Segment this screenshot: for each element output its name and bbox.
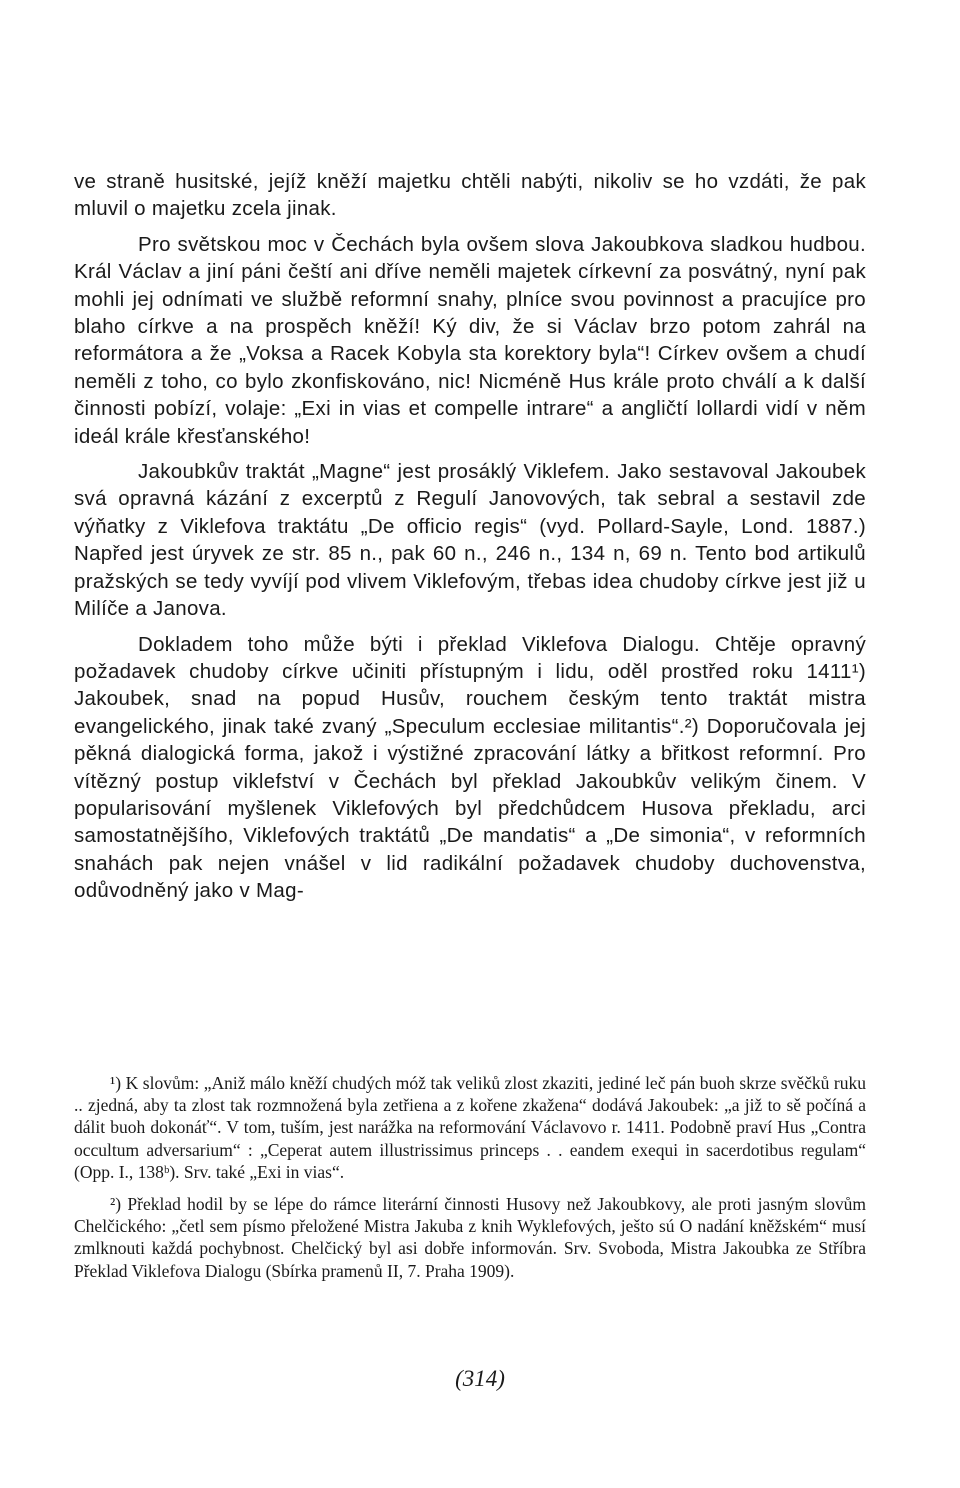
body-paragraph: Pro světskou moc v Čechách byla ovšem slova Jakoubkova sladkou hudbou. Král Václav a jiní páni čeští ani dříve neměli majetek církevní za posvátný, nyní pak mohli jej odnímati ve službě reformní snahy, plníce svou povinnost a pracujíce pro blaho církve a na prospěch kněží! Ký div, že si Václav brzo potom zahrál na reformátora a že „Voksa a Racek Kobyla sta korektory byla“! Církev ovšem a chudí neměli z toho, co bylo zkonfiskováno, nic! Nicméně Hus krále proto chválí a k další činnosti pobízí, volaje: „Exi in vias et compelle intrare“ a angličtí lollardi vidí v něm ideál krále křesťanského! [74, 232, 866, 448]
body-paragraph: Jakoubkův traktát „Magne“ jest prosáklý Viklefem. Jako sestavoval Jakoubek svá opravná kázání z excerptů z Regulí Janovových, tak sebral a sestavil zde výňatky z Viklefova traktátu „De officio regis“ (vyd. Pollard-Sayle, Lond. 1887.) Napřed jest úryvek ze str. 85 n., pak 60 n., 246 n., 134 n, 69 n. Tento bod artikulů pražských se tedy vyvíjí pod vlivem Viklefovým, třebas idea chudoby církve jest již u Milíče a Janova. [74, 460, 866, 621]
page-number: (314) [455, 1366, 505, 1391]
body-paragraph: ve straně husitské, jejíž kněží majetku chtěli nabýti, nikoliv se ho vzdáti, že pak mluvil o majetku zcela jinak. [74, 170, 866, 221]
footnote: ¹) K slovům: „Aniž málo kněží chudých móž tak veliků zlost zkaziti, jediné leč pán buoh skrze svěčků ruku .. zjedná, aby ta zlost tak rozmnožená byla zetřiena a z kořene zkažena“ dodává Jakoubek: „a již to sě počíná a dálit buoh dokonáť“. V tom, tuším, jest narážka na reformování Václavovo r. 1411. Podobně praví Hus „Contra occultum adversarium“ : „Ceperat autem illustrissimus princeps . . eandem exequi in sacerdotibus regulam“ (Opp. I., 138ᵇ). Srv. také „Exi in vias“. [74, 1073, 866, 1182]
footnote: ²) Překlad hodil by se lépe do rámce literární činnosti Husovy než Jakoubkovy, ale proti jasným slovům Chelčického: „četl sem písmo přeložené Mistra Jakuba z knih Wyklefových, ješto sú O nadání kněžském“ musí zmlknouti každá pochybnost. Chelčický byl asi dobře informován. Srv. Svoboda, Mistra Jakoubka ze Stříbra Překlad Viklefova Dialogu (Sbírka pramenů II, 7. Praha 1909). [74, 1194, 866, 1281]
body-paragraph: Dokladem toho může býti i překlad Viklefova Dialogu. Chtěje opravný požadavek chudoby církve učiniti přístupným i lidu, oděl prostřed roku 1411¹) Jakoubek, snad na popud Husův, rouchem českým tento traktát mistra evangelického, jinak také zvaný „Speculum ecclesiae militantis“.²) Doporučovala jej pěkná dialogická forma, jakož i výstižné zpracování látky a břitkost reformní. Pro vítězný postup viklefství v Čechách byl překlad Jakoubkův velikým činem. V popularisování myšlenek Viklefových byl předchůdcem Husova překladu, arci samostatnějšího, Viklefových traktátů „De mandatis“ a „De simonia“, v reformních snahách pak nejen vnášel v lid radikální požadavek chudoby duchovenstva, odůvodněný jako v Mag- [74, 632, 866, 903]
footnotes [74, 1072, 866, 1282]
main-text [74, 160, 866, 905]
